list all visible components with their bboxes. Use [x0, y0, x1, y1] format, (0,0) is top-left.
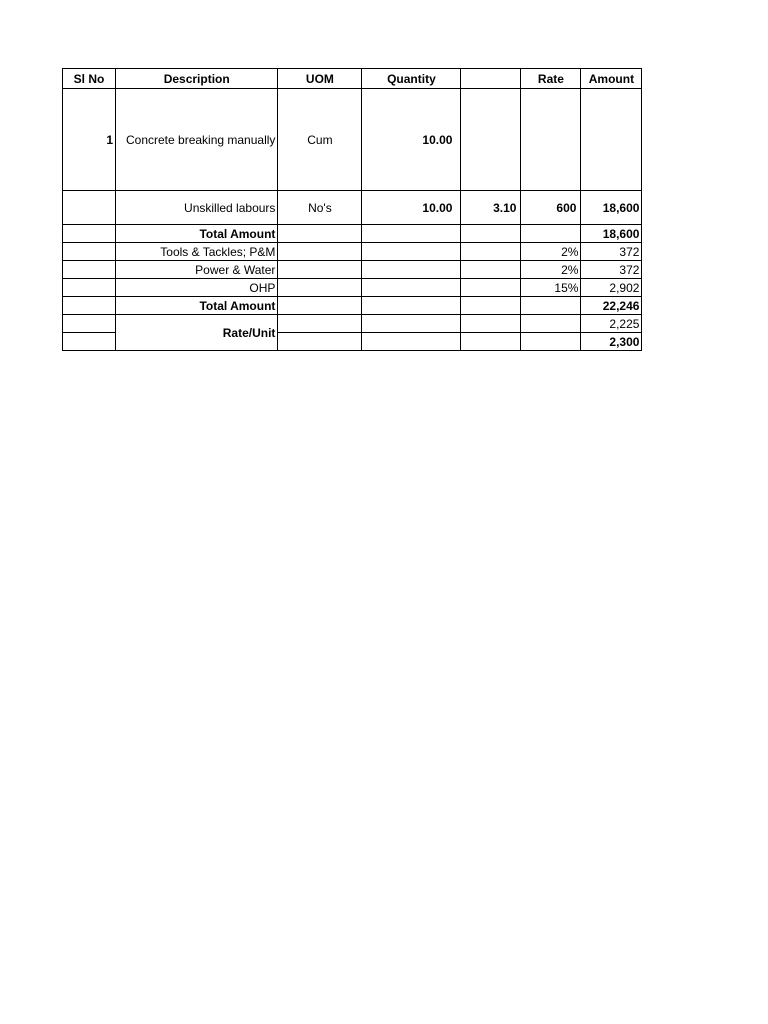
- subtotal-quantity: [362, 225, 461, 243]
- tools-label: Tools & Tackles; P&M: [116, 243, 278, 261]
- total-row: [63, 297, 642, 315]
- total-amount: 22,246: [581, 297, 642, 315]
- item-blank: [461, 89, 521, 191]
- header-row: [63, 69, 642, 89]
- power-row: [63, 261, 642, 279]
- labour-rate: 600: [521, 191, 581, 225]
- header-blank: [461, 69, 521, 89]
- labour-description: Unskilled labours: [116, 191, 278, 225]
- rate-unit-sl-no-2: [63, 333, 116, 351]
- ohp-rate: 15%: [521, 279, 581, 297]
- rate-unit-rate-2: [521, 333, 581, 351]
- ohp-amount: 2,902: [581, 279, 642, 297]
- rate-unit-row-1: [63, 315, 642, 333]
- total-blank: [461, 297, 521, 315]
- item-description: Concrete breaking manually: [116, 89, 278, 191]
- header-rate: Rate: [521, 69, 581, 89]
- labour-quantity: 10.00: [362, 191, 461, 225]
- power-quantity: [362, 261, 461, 279]
- item-uom: Cum: [278, 89, 362, 191]
- labour-factor: 3.10: [461, 191, 521, 225]
- labour-sl-no: [63, 191, 116, 225]
- rate-unit-uom-1: [278, 315, 362, 333]
- tools-rate: 2%: [521, 243, 581, 261]
- rate-unit-computed: 2,225: [581, 315, 642, 333]
- rate-unit-blank-2: [461, 333, 521, 351]
- rate-unit-rounded: 2,300: [581, 333, 642, 351]
- tools-amount: 372: [581, 243, 642, 261]
- item-rate: [521, 89, 581, 191]
- labour-amount: 18,600: [581, 191, 642, 225]
- subtotal-uom: [278, 225, 362, 243]
- power-uom: [278, 261, 362, 279]
- rate-analysis-table: [62, 68, 642, 351]
- item-amount: [581, 89, 642, 191]
- subtotal-amount: 18,600: [581, 225, 642, 243]
- header-amount: Amount: [581, 69, 642, 89]
- power-sl-no: [63, 261, 116, 279]
- rate-unit-rate-1: [521, 315, 581, 333]
- rate-unit-blank-1: [461, 315, 521, 333]
- tools-blank: [461, 243, 521, 261]
- rate-unit-label: Rate/Unit: [116, 315, 278, 351]
- item-sl-no: 1: [63, 89, 116, 191]
- header-description: Description: [116, 69, 278, 89]
- item-row: [63, 89, 642, 191]
- header-sl-no: Sl No: [63, 69, 116, 89]
- total-rate: [521, 297, 581, 315]
- rate-unit-quantity-1: [362, 315, 461, 333]
- power-label: Power & Water: [116, 261, 278, 279]
- rate-unit-sl-no-1: [63, 315, 116, 333]
- ohp-sl-no: [63, 279, 116, 297]
- header-uom: UOM: [278, 69, 362, 89]
- subtotal-rate: [521, 225, 581, 243]
- ohp-label: OHP: [116, 279, 278, 297]
- total-label: Total Amount: [116, 297, 278, 315]
- total-uom: [278, 297, 362, 315]
- tools-uom: [278, 243, 362, 261]
- labour-row: [63, 191, 642, 225]
- total-quantity: [362, 297, 461, 315]
- header-quantity: Quantity: [362, 69, 461, 89]
- rate-unit-quantity-2: [362, 333, 461, 351]
- subtotal-sl-no: [63, 225, 116, 243]
- power-blank: [461, 261, 521, 279]
- subtotal-row: [63, 225, 642, 243]
- rate-unit-uom-2: [278, 333, 362, 351]
- ohp-quantity: [362, 279, 461, 297]
- ohp-row: [63, 279, 642, 297]
- subtotal-blank: [461, 225, 521, 243]
- total-sl-no: [63, 297, 116, 315]
- labour-uom: No's: [278, 191, 362, 225]
- tools-row: [63, 243, 642, 261]
- power-amount: 372: [581, 261, 642, 279]
- power-rate: 2%: [521, 261, 581, 279]
- subtotal-label: Total Amount: [116, 225, 278, 243]
- item-quantity: 10.00: [362, 89, 461, 191]
- tools-quantity: [362, 243, 461, 261]
- tools-sl-no: [63, 243, 116, 261]
- ohp-uom: [278, 279, 362, 297]
- ohp-blank: [461, 279, 521, 297]
